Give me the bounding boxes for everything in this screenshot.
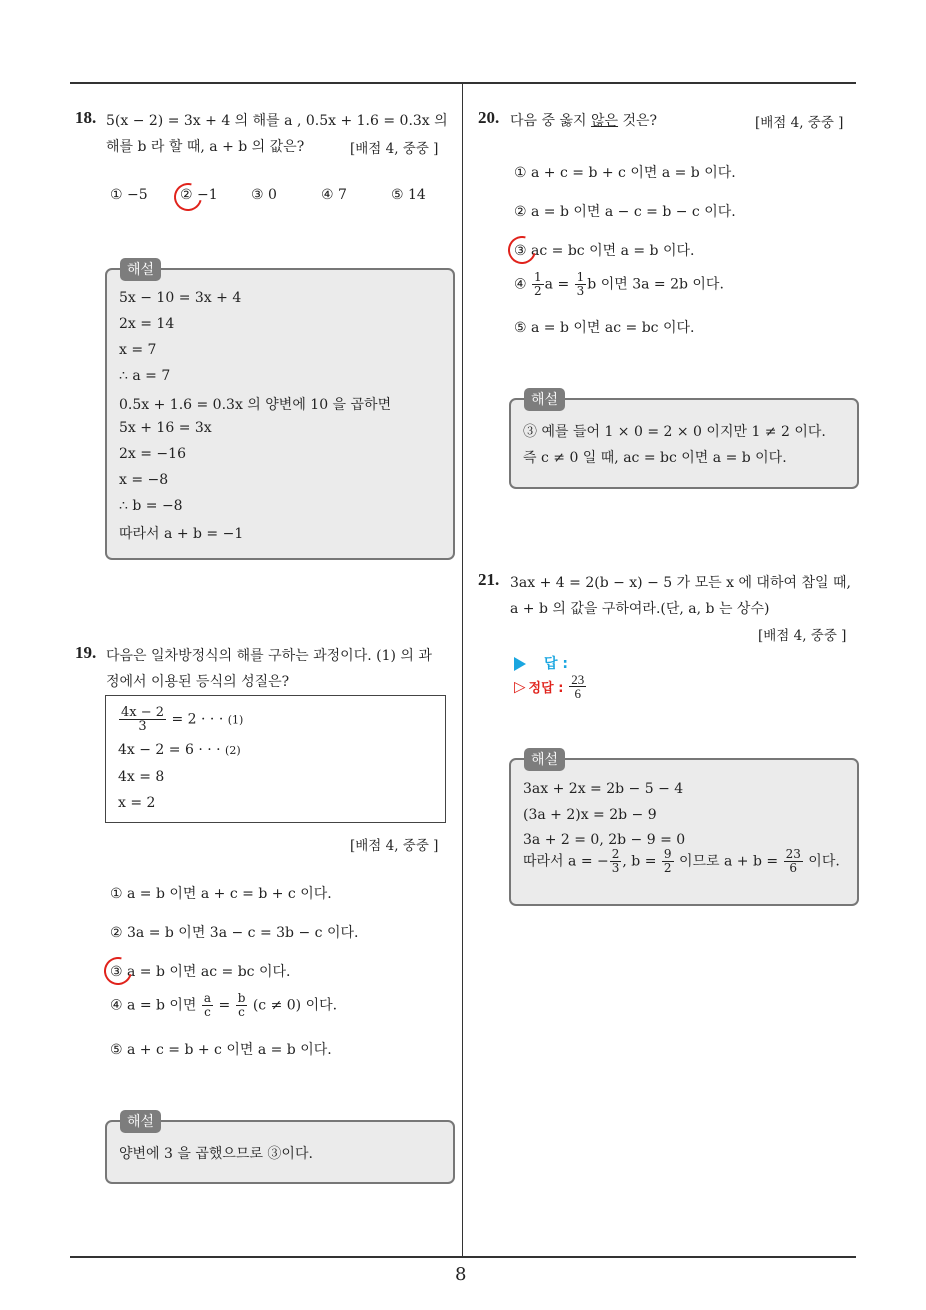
q21-correct-row [514,673,587,700]
q20-opt4-num1: 1 [534,270,542,284]
q19-step2 [118,742,241,758]
q18-option-2[interactable]: ② −1 [180,187,218,203]
q19-option-1[interactable]: ① a = b 이면 a + c = b + c 이다. [110,886,332,902]
q20-option-3[interactable]: ③ ac = bc 이면 a = b 이다. [514,243,695,259]
q19-step4: x = 2 [118,795,156,811]
q21-sol-frac3 [784,848,803,875]
q20-opt4-frac1 [532,271,544,298]
q19-opt4-frac1 [202,992,213,1019]
q20-stem-post: 것은? [618,113,658,129]
q21-correct-label: 정답 : [528,681,564,696]
q18-score: [배점 4, 중중 ] [350,141,439,157]
q21-solution-box [509,752,859,906]
q18-number: 18. [75,108,97,127]
q19-score: [배점 4, 중중 ] [350,838,439,854]
q18-option-1[interactable]: ① −5 [110,187,148,203]
q18-solution-tag: 해설 [120,258,161,281]
q19-option-4[interactable]: ④ a = b 이면 $\frac{a}{c}$ = $\frac{b}{c}$ (c ≠ 0) 이다. [110,991,338,1019]
bottom-rule [70,1256,856,1258]
q21-sol-num3: 23 [785,847,801,861]
q20-opt4-num2: 1 [576,270,585,284]
q21-sol-post: 이다. [803,853,840,870]
q21-sol-mid: , b = [622,853,661,870]
q20-answer-mark [503,231,541,269]
q19-solution-box [105,1114,455,1184]
q18-answer-mark [169,178,207,216]
q20-score: [배점 4, 중중 ] [755,115,844,131]
q18-solution-line: 따라서 a + b = −1 [119,526,244,542]
q18-solution-line: 5x + 16 = 3x [119,420,212,436]
q20-opt4-frac2 [575,271,587,298]
q19-step1-tag: (1) [227,713,244,727]
q20-opt4-den1: 2 [534,284,542,298]
q21-solution-line: 3ax + 2x = 2b − 5 − 4 [523,781,684,797]
q19-option-2[interactable]: ② 3a = b 이면 3a − c = 3b − c 이다. [110,925,359,941]
q21-answer-row [514,653,568,673]
q19-opt4-post: (c ≠ 0) 이다. [248,997,338,1014]
q19-answer-mark [99,952,137,990]
q19-option-5[interactable]: ⑤ a + c = b + c 이면 a = b 이다. [110,1042,332,1058]
q18-solution-line: 2x = 14 [119,316,175,332]
play-icon [514,657,526,671]
q19-opt4-frac2 [236,992,248,1019]
q19-step1-fraction [119,706,166,733]
q21-sol-frac2 [662,848,674,875]
q21-stem-line1: 3ax + 4 = 2(b − x) − 5 가 모든 x 에 대하여 참일 때, [510,575,851,591]
q20-opt4-post: b 이면 3a = 2b 이다. [587,276,724,293]
page-number: 8 [455,1264,467,1285]
q18-solution-line: x = −8 [119,472,169,488]
q18-option-5[interactable]: ⑤ 14 [391,187,426,203]
q21-solution-last [523,848,840,875]
play-outline-icon: ▷ [514,677,526,696]
q19-step1 [118,706,243,733]
q21-solution-line: (3a + 2)x = 2b − 9 [523,807,657,823]
q18-option-4[interactable]: ④ 7 [321,187,347,203]
q18-solution-line: 2x = −16 [119,446,186,462]
q21-sol-den3: 6 [789,861,798,875]
q21-correct-num: 23 [571,672,585,687]
q18-solution-line: x = 7 [119,342,157,358]
q21-stem-line2: a + b 의 값을 구하여라.(단, a, b 는 상수) [510,601,770,617]
q18-stem-line1: 5(x − 2) = 3x + 4 의 해를 a , 0.5x + 1.6 = 0.3x 의 [106,113,448,129]
q21-solution-tag: 해설 [524,748,565,771]
q19-opt4-pre: a = b 이면 [127,997,201,1014]
q20-opt4-mid: a = [544,276,574,293]
q20-stem-underlined: 않은 [590,113,619,129]
q20-solution-line: 즉 c ≠ 0 일 때, ac = bc 이면 a = b 이다. [523,450,787,466]
q19-process-box [105,695,446,823]
q19-stem-line2: 정에서 이용된 등식의 성질은? [106,674,290,690]
q19-opt4-den2: c [238,1005,245,1019]
q19-frac-num: 4x − 2 [121,705,165,720]
q19-frac-den: 3 [138,719,147,734]
q19-opt4-eq: = [214,997,235,1014]
q20-stem-pre: 다음 중 옳지 [510,113,591,129]
q21-answer-label[interactable]: 답 : [544,656,568,672]
q21-solution-line: 3a + 2 = 0, 2b − 9 = 0 [523,832,686,848]
q21-sol-den1: 3 [611,861,620,875]
q19-step2-tag: (2) [225,744,241,757]
q18-solution-line: 5x − 10 = 3x + 4 [119,290,242,306]
q20-solution-box [509,392,859,489]
q20-option-4[interactable]: ④ $\frac{1}{2}$ a = $\frac{1}{3}$ b 이면 3a = 2b 이다. [514,270,724,298]
q20-solution-line: ③ 예를 들어 1 × 0 = 2 × 0 이지만 1 ≠ 2 이다. [523,424,826,440]
top-rule [70,82,856,84]
q19-option-3[interactable]: ③ a = b 이면 ac = bc 이다. [110,964,291,980]
q21-number: 21. [478,570,500,589]
q19-step1-rest: = 2 · · · [171,711,228,728]
q21-sol-frac1 [610,848,622,875]
q19-stem-line1: 다음은 일차방정식의 해를 구하는 과정이다. (1) 의 과 [106,648,432,664]
q20-solution-tag: 해설 [524,388,565,411]
q19-opt4-num2: b [237,991,246,1005]
q20-number: 20. [478,108,500,127]
q21-sol-num1: 2 [611,847,620,861]
q20-option-1[interactable]: ① a + c = b + c 이면 a = b 이다. [514,165,736,181]
column-divider [462,83,463,1257]
q21-correct-fraction [569,673,586,700]
q19-solution-line: 양변에 3 을 곱했으므로 ③이다. [119,1146,313,1162]
q19-number: 19. [75,643,97,662]
q18-solution-line: 0.5x + 1.6 = 0.3x 의 양변에 10 을 곱하면 [119,397,392,413]
q20-opt4-den2: 3 [576,284,585,298]
q21-sol-den2: 2 [663,861,672,875]
q19-step2-eq: 4x − 2 = 6 · · · [118,742,226,758]
q21-sol-pre: 따라서 a = − [523,853,609,870]
q18-option-3[interactable]: ③ 0 [251,187,277,203]
q19-opt4-den1: c [204,1005,211,1019]
q18-stem-line2: 해를 b 라 할 때, a + b 의 값은? [106,139,305,155]
q20-option-5[interactable]: ⑤ a = b 이면 ac = bc 이다. [514,320,695,336]
q21-score: [배점 4, 중중 ] [758,628,847,644]
q18-solution-line: ∴ b = −8 [119,498,183,514]
q18-solution-line: ∴ a = 7 [119,368,171,384]
q21-correct-den: 6 [574,686,582,701]
q20-option-2[interactable]: ② a = b 이면 a − c = b − c 이다. [514,204,736,220]
q19-opt4-num1: a [203,991,212,1005]
q19-solution-tag: 해설 [120,1110,161,1133]
q21-sol-mid2: 이므로 a + b = [674,853,783,870]
q19-step3: 4x = 8 [118,769,165,785]
q20-stem [510,110,657,130]
q18-solution-box [105,262,455,560]
q21-sol-num2: 9 [663,847,672,861]
